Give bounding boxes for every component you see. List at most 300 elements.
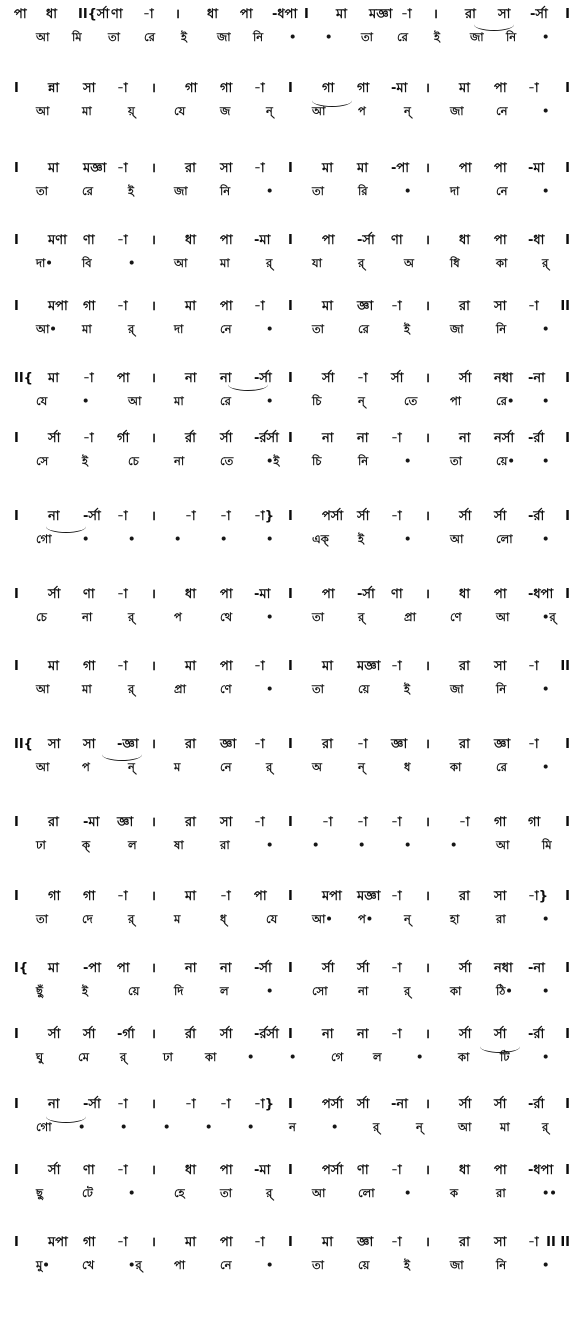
lyric-syllable: র্ [128,912,135,926]
swara-note: -া [391,299,402,314]
swara-note: গা [185,81,198,96]
swara-note: পা [494,587,507,602]
swara-note: না [357,431,369,446]
swara-note: গা [357,81,370,96]
swara-note: র্সা [494,1027,507,1042]
swara-line [14,1232,570,1254]
lyric-syllable: • [128,532,136,546]
swara-note: নর্সা [494,431,515,446]
swara-note: না [185,371,197,386]
bar-line: । [175,7,180,22]
lyric-syllable: আ [496,610,510,624]
lyric-syllable: কা [496,256,508,270]
swara-note: -র্সা [530,7,548,22]
swara-note: ধা [207,7,219,22]
swara-note: -া [117,233,128,248]
bar-line: I [288,509,293,524]
swara-note: পা [322,233,335,248]
lyric-syllable: ন্ [404,104,411,118]
notation-section [14,812,570,856]
swara-note: মা [48,161,59,176]
swara-note: না [48,1097,60,1112]
lyric-syllable: কা [205,1050,217,1064]
swara-line [14,428,570,450]
swara-note: -া [391,659,402,674]
swara-note: মা [185,1235,196,1250]
lyric-syllable: বি [82,256,92,270]
lyric-syllable: • [266,532,274,546]
swara-note: না [48,509,60,524]
lyric-syllable: না [174,454,185,468]
swara-note: -া [254,659,265,674]
swara-note: ণা [83,233,95,248]
swara-note: -া [117,1235,128,1250]
bar-line: II [560,659,570,674]
swara-line [14,506,570,528]
swara-note: র্সা [494,509,507,524]
lyric-syllable: হে [174,1186,185,1200]
swara-note: -া [117,1163,128,1178]
lyric-syllable: তা [312,184,324,198]
bar-line: । [151,1235,156,1250]
bar-line: । [425,81,430,96]
swara-note: -া [528,299,539,314]
lyric-syllable: ম [174,760,181,774]
swara-note: -মা [391,81,408,96]
lyric-syllable: সো [312,984,328,998]
swara-line [14,1094,570,1116]
bar-line: II [560,299,570,314]
lyric-syllable: না [82,610,93,624]
lyric-syllable: রে [144,30,155,44]
swara-note: -া [254,161,265,176]
swara-note: ধা [459,587,471,602]
lyric-syllable: মা [220,256,230,270]
bar-line: । [425,889,430,904]
swara-note: মজ্ঞা [369,7,393,22]
lyric-syllable: তে [220,454,234,468]
bar-line: । [151,815,156,830]
swara-note: রা [465,7,476,22]
bar-line: । [425,961,430,976]
bar-line: I [14,161,19,176]
lyric-syllable: তা [36,912,48,926]
swara-note: মা [336,7,347,22]
swara-note: রা [185,161,196,176]
swara-note: রা [459,737,470,752]
notation-section [14,1232,570,1276]
lyric-syllable: আ [450,532,464,546]
swara-line [14,734,570,756]
bar-line: I [565,737,570,752]
lyric-syllable: ন্ [128,760,135,774]
swara-note: সা [494,659,507,674]
swara-note: -া [117,299,128,314]
lyric-syllable: ক্ [82,838,91,852]
lyric-syllable: • [266,1258,274,1272]
bar-line: । [151,1097,156,1112]
swara-note: -া [220,889,231,904]
swara-note: মজ্ঞা [357,889,381,904]
swara-note: র্সা [357,961,370,976]
lyric-syllable: মা [500,1120,510,1134]
lyric-line [14,1254,570,1276]
swara-note: -র্সা [357,233,375,248]
swara-note: গা [83,659,96,674]
swara-note: ণা [83,1163,95,1178]
notation-section [14,78,570,122]
lyric-syllable: মা [82,104,92,118]
swara-note: II{র্সা [78,7,110,22]
lyric-syllable: ঢা [36,838,46,852]
lyric-syllable: ল [128,838,137,852]
lyric-syllable: • [266,394,274,408]
swara-note: -া [391,889,402,904]
bar-line: । [425,161,430,176]
lyric-syllable: নি [496,682,507,696]
swara-note: না [459,431,471,446]
swara-note: -া [83,431,94,446]
lyric-syllable: ণে [220,682,232,696]
swara-note: -া [220,1097,231,1112]
swara-note: গা [322,81,335,96]
lyric-syllable: ই [82,984,88,998]
swara-note: মা [357,161,368,176]
lyric-syllable: নে [220,322,232,336]
swara-note: র্সা [459,1027,472,1042]
lyric-syllable: মা [174,394,184,408]
lyric-syllable: নি [220,184,231,198]
lyric-line [14,450,570,472]
bar-line: I [565,961,570,976]
lyric-syllable: নি [253,30,264,44]
swara-note: -া} [528,889,548,904]
lyric-syllable: নি [506,30,517,44]
bar-line: । [151,509,156,524]
swara-note: -ধা [528,233,545,248]
lyric-line [14,606,570,628]
swara-note: -া [528,737,539,752]
lyric-syllable: • [325,30,333,44]
swara-note: -া [117,509,128,524]
swara-note: নধা [494,961,513,976]
lyric-syllable: টি [500,1050,510,1064]
bar-line: I [14,1027,19,1042]
bar-line: । [425,815,430,830]
swara-line [14,368,570,390]
lyric-syllable: নি [496,322,507,336]
lyric-syllable: মা [82,322,92,336]
lyric-syllable: ন [289,1120,296,1134]
lyric-syllable: গো [36,1120,52,1134]
lyric-syllable: • [331,1120,339,1134]
lyric-syllable: • [247,1120,255,1134]
lyric-syllable: ধ্ [220,912,227,926]
swara-note: রা [459,1235,470,1250]
swara-note: -া [185,1097,196,1112]
bar-line: I [288,81,293,96]
lyric-syllable: কা [450,760,462,774]
lyric-syllable: কা [458,1050,470,1064]
swara-note: -া [117,889,128,904]
lyric-syllable: য়ে [128,984,140,998]
swara-line [14,812,570,834]
swara-note: রা [322,737,333,752]
lyric-syllable: • [205,1120,213,1134]
lyric-line [14,908,570,930]
bar-line: I [14,1235,19,1250]
swara-note: সা [48,737,61,752]
bar-line: I [288,961,293,976]
lyric-syllable: • [542,1258,550,1272]
lyric-syllable: আ [36,682,50,696]
lyric-syllable: রা [496,912,506,926]
lyric-syllable: গো [36,532,52,546]
swara-note: পা [494,161,507,176]
swara-note: র্সা [459,509,472,524]
lyric-syllable: ম [174,912,181,926]
swara-note: -া [391,961,402,976]
swara-note: -া [391,815,402,830]
lyric-syllable: জা [174,184,188,198]
lyric-syllable: চে [36,610,47,624]
swara-note: -জ্ঞা [117,737,139,752]
lyric-syllable: না [358,984,369,998]
swara-note: র্সা [322,371,335,386]
lyric-syllable: পা [450,394,462,408]
swara-note: র্রা [185,431,196,446]
lyric-syllable: • [542,394,550,408]
lyric-syllable: যা [312,256,322,270]
swara-note: -র্রা [528,431,545,446]
swara-note: -না [528,371,545,386]
bar-line: I [14,889,19,904]
slur-mark [480,1040,520,1053]
lyric-syllable: মু• [36,1258,50,1272]
swara-note: মা [322,659,333,674]
lyric-syllable: র্ [373,1120,380,1134]
lyric-syllable: র্ [266,256,273,270]
swara-note: রা [459,889,470,904]
lyric-syllable: • [542,184,550,198]
bar-line: I [288,431,293,446]
swara-note: পা [220,659,233,674]
swara-note: জ্ঞা [357,1235,374,1250]
bar-line: । [151,431,156,446]
swara-note: পা [14,7,27,22]
bar-line: I [14,81,19,96]
swara-note: -র্রর্সা [254,431,279,446]
lyric-syllable: • [542,1050,550,1064]
swara-note: জ্ঞা [494,737,511,752]
slur-mark [46,1110,86,1123]
swara-note: -া [117,587,128,602]
lyric-syllable: নে [220,1258,232,1272]
lyric-syllable: জা [450,104,464,118]
lyric-syllable: রে [220,394,231,408]
swara-note: মপা [48,299,68,314]
slur-mark [228,378,268,391]
bar-line: I [288,233,293,248]
swara-note: -া [117,659,128,674]
swara-note: মা [322,161,333,176]
lyric-syllable: • [82,532,90,546]
lyric-syllable: খে [82,1258,95,1272]
swara-note: জ্ঞা [220,737,237,752]
lyric-syllable: প্রা [404,610,416,624]
lyric-syllable: দা [174,322,184,336]
lyric-syllable: ন্ [416,1120,423,1134]
swara-note: মা [48,961,59,976]
lyric-syllable: ই [181,30,187,44]
lyric-syllable: তা [312,322,324,336]
lyric-syllable: রা [220,838,230,852]
swara-note: র্সা [494,1097,507,1112]
lyric-syllable: • [266,610,274,624]
swara-note: র্গা [117,431,130,446]
lyric-syllable: ই [404,322,410,336]
bar-line: I [14,659,19,674]
swara-note: -া [528,1235,539,1250]
lyric-syllable: • [542,30,550,44]
lyric-syllable: গে [331,1050,344,1064]
bar-line: I [565,587,570,602]
bar-line: I [288,737,293,752]
lyric-syllable: • [404,532,412,546]
lyric-syllable: আ• [312,912,333,926]
swara-note: -র্গা [117,1027,135,1042]
lyric-syllable: ণে [450,610,462,624]
bar-line: I [304,7,309,22]
bar-line: I [288,1235,293,1250]
bar-line: । [151,961,156,976]
lyric-syllable: ই [128,184,134,198]
bar-line: I [565,7,570,22]
swara-note: রা [185,737,196,752]
lyric-syllable: আ [312,1186,326,1200]
lyric-syllable: র্ [128,682,135,696]
bar-line: I [565,371,570,386]
swara-note: নধা [494,371,513,386]
swara-note: গা [83,889,96,904]
swara-note: -না [391,1097,408,1112]
bar-line: । [151,659,156,674]
swara-note: না [357,1027,369,1042]
swara-note: না [220,961,232,976]
lyric-syllable: জা [450,682,464,696]
lyric-line [14,390,570,412]
lyric-syllable: ন্ [358,394,365,408]
lyric-syllable: ই [404,1258,410,1272]
swara-note: গা [83,299,96,314]
notation-section [14,734,570,778]
swara-note: -র্রা [528,509,545,524]
swara-line [14,296,570,318]
lyric-syllable: • [542,760,550,774]
swara-note: ণা [391,587,403,602]
swara-note: -া [391,1027,402,1042]
swara-note: ণা [357,1163,369,1178]
swara-note: ন্না [48,81,60,96]
lyric-syllable: চে [128,454,139,468]
bar-line: I [288,1027,293,1042]
bar-line: । [425,1235,430,1250]
swara-note: -র্রা [528,1027,545,1042]
notation-section [14,656,570,700]
lyric-syllable: ল [373,1050,382,1064]
bar-line: I [288,659,293,674]
swara-note: সা [498,7,511,22]
swara-note: পা [322,587,335,602]
bar-line: । [425,431,430,446]
lyric-syllable: নে [220,760,232,774]
swara-note: র্সা [220,431,233,446]
lyric-syllable: • [163,1120,171,1134]
swara-note: -া [83,371,94,386]
swara-note: মা [322,1235,333,1250]
swara-note: পা [220,233,233,248]
lyric-syllable: জ [220,104,231,118]
bar-line: I [565,81,570,96]
lyric-syllable: দি [174,984,184,998]
lyric-syllable: ই [358,532,364,546]
slur-mark [102,748,142,761]
swara-note: ণা [391,233,403,248]
bar-line: । [425,1027,430,1042]
lyric-line [14,1116,570,1138]
lyric-syllable: ই [404,682,410,696]
swara-note: -পা [83,961,101,976]
lyric-line [14,1182,570,1204]
swara-note: মা [185,299,196,314]
swara-note: জ্ঞা [117,815,134,830]
lyric-syllable: আ [312,104,326,118]
lyric-syllable: আ [128,394,142,408]
lyric-syllable: চি [312,394,322,408]
lyric-syllable: • [542,682,550,696]
swara-note: সা [220,815,233,830]
swara-note: মা [185,889,196,904]
bar-line: I [565,233,570,248]
swara-note: পা [240,7,253,22]
swara-note: রা [48,815,59,830]
lyric-line [14,180,570,202]
swara-note: র্সা [459,371,472,386]
lyric-syllable: প• [358,912,374,926]
swara-note: পা [494,81,507,96]
lyric-syllable: • [220,532,228,546]
swara-note: মা [48,659,59,674]
swara-line [14,656,570,678]
swara-note: -া [357,371,368,386]
lyric-syllable: প [82,760,90,774]
swara-note: -া [117,161,128,176]
swara-note: -া [143,7,154,22]
lyric-line [14,756,570,778]
swara-note: -া} [254,509,274,524]
swara-note: পা [117,371,130,386]
lyric-syllable: নি [496,1258,507,1272]
lyric-syllable: র্ [266,760,273,774]
lyric-syllable: • [174,532,182,546]
bar-line: । [151,587,156,602]
swara-note: মা [322,299,333,314]
swara-note: পা [459,161,472,176]
swara-note: পা [254,889,267,904]
lyric-syllable: আ [174,256,188,270]
lyric-syllable: • [289,30,297,44]
lyric-syllable: র্ [358,610,365,624]
